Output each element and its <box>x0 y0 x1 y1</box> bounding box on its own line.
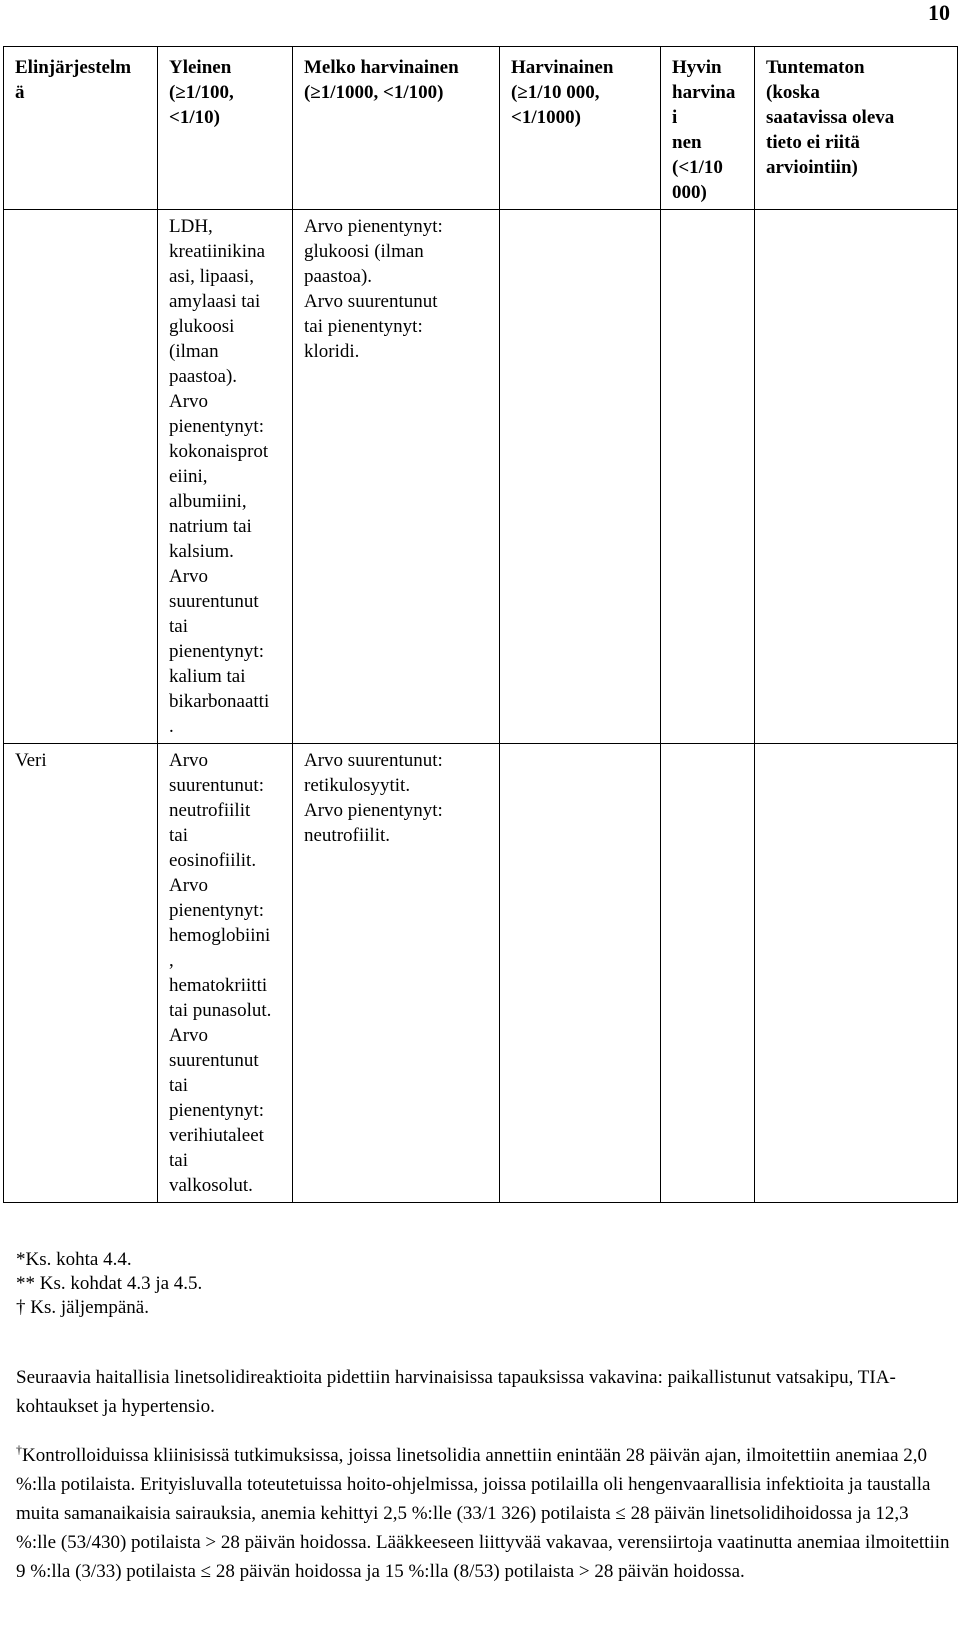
cell-unknown <box>755 210 958 744</box>
page-number: 10 <box>928 0 950 25</box>
serious-reactions-paragraph: Seuraavia haitallisia linetsolidireaktioita pidettiin harvinaisissa tapauksissa vakavina: paikallistunut vatsakipu, TIA-kohtaukset ja hypertensio. <box>16 1367 896 1417</box>
cell-very-rare <box>661 210 755 744</box>
footnotes <box>16 1248 946 1320</box>
header-organ-system: Elinjärjestelm ä <box>4 47 158 210</box>
header-rare: Harvinainen (≥1/10 000, <1/1000) <box>500 47 661 210</box>
dagger-marker: † <box>16 1442 22 1457</box>
cell-uncommon: Arvo suurentunut: retikulosyytit. Arvo pienentynyt: neutrofiilit. <box>293 744 500 1203</box>
cell-rare <box>500 210 661 744</box>
cell-unknown <box>755 744 958 1203</box>
anemia-paragraph <box>16 1441 951 1586</box>
table-row <box>4 744 958 1203</box>
header-uncommon: Melko harvinainen (≥1/1000, <1/100) <box>293 47 500 210</box>
cell-very-rare <box>661 744 755 1203</box>
footnote-see-below: † Ks. jäljempänä. <box>16 1297 149 1318</box>
table-row <box>4 210 958 744</box>
footnote-section-4-4: *Ks. kohta 4.4. <box>16 1249 132 1270</box>
cell-uncommon: Arvo pienentynyt: glukoosi (ilman paastoa). Arvo suurentunut tai pienentynyt: kloridi. <box>293 210 500 744</box>
footnote-sections-4-3-4-5: ** Ks. kohdat 4.3 ja 4.5. <box>16 1273 203 1294</box>
table-header-row <box>4 47 958 210</box>
cell-organ: Veri <box>4 744 158 1203</box>
adverse-reactions-table <box>3 46 958 1203</box>
header-unknown: Tuntematon (koska saatavissa oleva tieto ei riitä arviointiin) <box>755 47 958 210</box>
header-very-rare: Hyvin harvina i nen (<1/10 000) <box>661 47 755 210</box>
cell-organ <box>4 210 158 744</box>
cell-common: Arvo suurentunut: neutrofiilit tai eosinofiilit. Arvo pienentynyt: hemoglobiini , hematokriitti tai punasolut. Arvo suurentunut tai pienentynyt: verihiutaleet tai valkosolut. <box>158 744 293 1203</box>
header-common: Yleinen (≥1/100, <1/10) <box>158 47 293 210</box>
cell-rare <box>500 744 661 1203</box>
anemia-text: Kontrolloiduissa kliinisissä tutkimuksissa, joissa linetsolidia annettiin enintään 28 päivän ajan, ilmoitettiin anemiaa 2,0 %:lla potilaista. Erityisluvalla toteutetuissa hoito-ohjelmissa, joissa potilailla oli hengenvaarallisia infektioita ja taustalla muita samanaikaisia sairauksia, anemia kehittyi 2,5 %:lle (33/1 326) potilaista ≤ 28 päivän linetsolidihoidossa ja 12,3 %:lle (53/430) potilaista > 28 päivän hoidossa. Lääkkeeseen liittyvää vakavaa, verensiirtoja vaatinutta anemiaa ilmoitettiin 9 %:lla (3/33) potilaista ≤ 28 päivän hoidossa ja 15 %:lla (8/53) potilaista > 28 päivän hoidossa. <box>16 1445 950 1582</box>
cell-common: LDH, kreatiinikina asi, lipaasi, amylaasi tai glukoosi (ilman paastoa). Arvo pienentynyt: kokonaisprot eiini, albumiini, natrium tai kalsium. Arvo suurentunut tai pienentynyt: kalium tai bikarbonaatti . <box>158 210 293 744</box>
